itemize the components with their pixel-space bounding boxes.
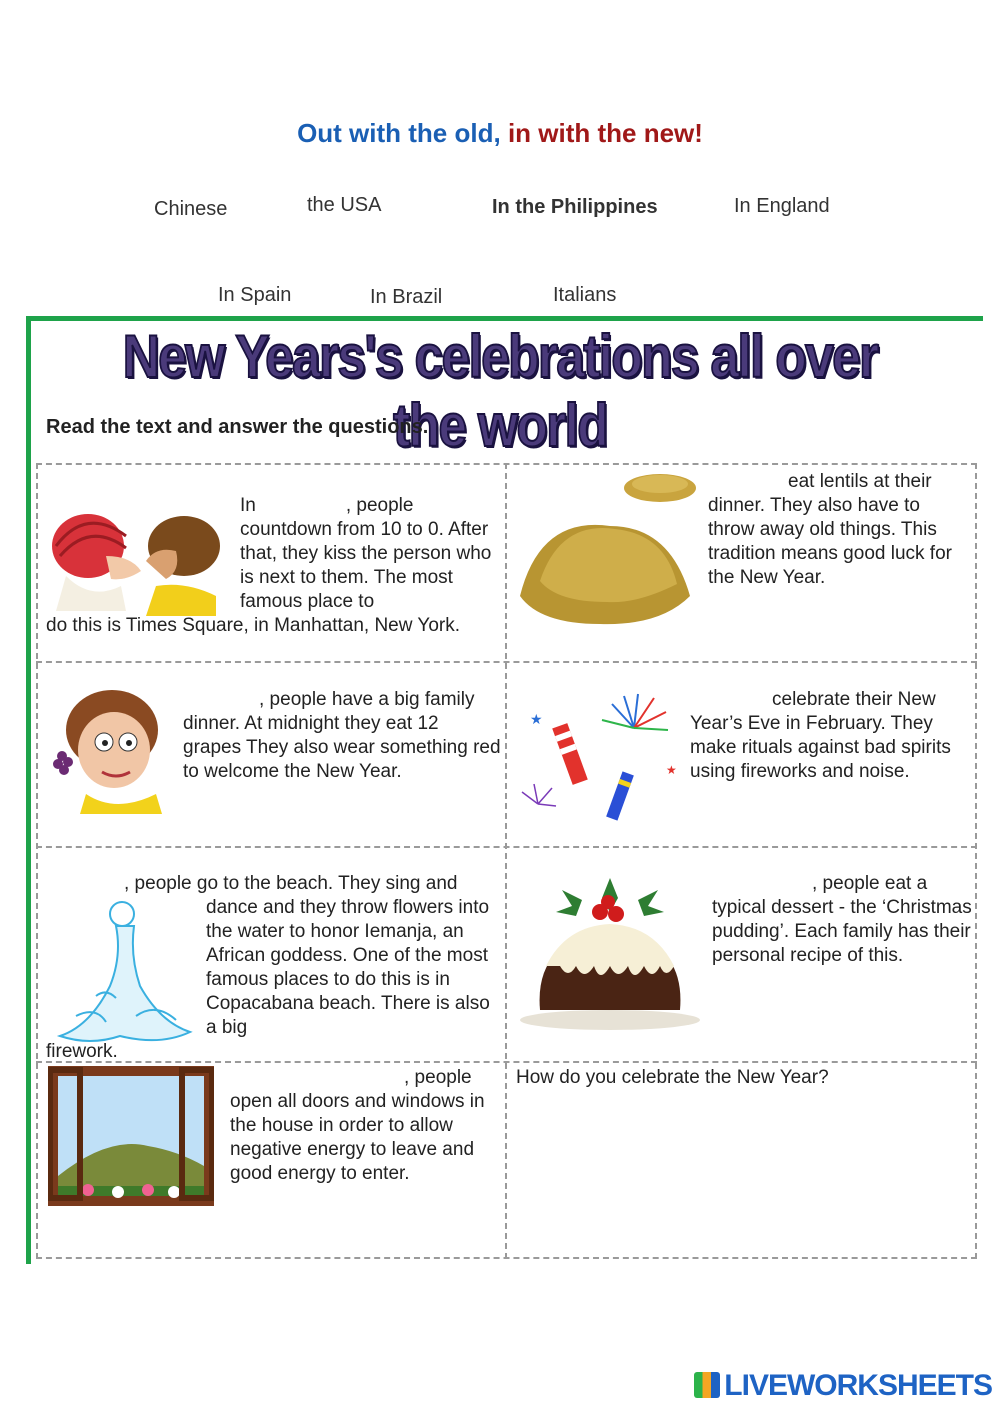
word-chinese[interactable]: Chinese xyxy=(154,198,228,220)
word-italians[interactable]: Italians xyxy=(553,284,617,306)
iemanja-goddess-image xyxy=(46,896,196,1046)
svg-text:★: ★ xyxy=(666,763,677,777)
christmas-pudding-image xyxy=(516,870,706,1034)
brazil-text-tail: firework. xyxy=(46,1041,118,1062)
open-window-image xyxy=(48,1066,214,1206)
frame-top-border xyxy=(26,316,983,321)
liveworksheets-logo xyxy=(694,1369,992,1403)
girl-eating-grapes-image xyxy=(46,684,176,814)
fireworks-image xyxy=(516,684,686,834)
england-first-line: , people eat a xyxy=(812,873,928,894)
logo-text: LIVEWORKSHEETS xyxy=(724,1369,992,1402)
grid-divider-row-2 xyxy=(36,846,977,848)
word-in-the-philippines[interactable]: In the Philippines xyxy=(492,196,658,218)
word-in-brazil[interactable]: In Brazil xyxy=(370,286,443,308)
frame-left-border xyxy=(26,316,31,1264)
brazil-text: dance and they throw flowers into the water to honor Iemanja, an African goddess. One of the most famous places to do this is in Copacabana beach. There is also a big xyxy=(206,897,490,1038)
usa-text-tail: do this is Times Square, in Manhattan, New York. xyxy=(46,615,460,636)
kissing-couple-image xyxy=(46,506,226,616)
china-text: celebrate their New Year’s Eve in February. They make rituals against bad spirits using fireworks and noise. xyxy=(690,689,951,782)
lws-badge-icon xyxy=(694,1372,720,1398)
usa-answer-gap[interactable] xyxy=(256,510,346,511)
philippines-text: open all doors and windows in the house in order to allow negative energy to leave and good energy to enter. xyxy=(230,1091,485,1184)
page-title xyxy=(0,118,1000,149)
grid-divider-row-1 xyxy=(36,661,977,663)
italy-text: eat lentils at their dinner. They also have to throw away old things. This tradition means good luck for the New Year. xyxy=(708,471,952,588)
question-text: How do you celebrate the New Year? xyxy=(516,1067,829,1088)
svg-text:★: ★ xyxy=(530,711,543,727)
title-part-1: Out with the old, xyxy=(297,118,501,148)
brazil-first-line: , people go to the beach. They sing and xyxy=(124,873,458,894)
spain-first-line: , people have a big family xyxy=(259,689,475,710)
word-in-england[interactable]: In England xyxy=(734,195,830,217)
lentils-image xyxy=(510,466,700,636)
usa-people-label: , people xyxy=(345,495,414,516)
answer-area[interactable] xyxy=(512,1096,972,1252)
instruction-text: Read the text and answer the questions. xyxy=(46,416,429,438)
usa-in-label: In xyxy=(240,495,256,516)
word-the-usa[interactable]: the USA xyxy=(307,194,382,216)
usa-first-line xyxy=(240,494,500,518)
grid-divider-vertical xyxy=(505,463,507,1259)
philippines-first-line: , people xyxy=(404,1067,472,1088)
usa-text: countdown from 10 to 0. After that, they kiss the person who is next to them. The most famous place to xyxy=(240,519,492,612)
england-text: typical dessert - the ‘Christmas pudding’. Each family has their personal recipe of this. xyxy=(712,897,972,966)
word-in-spain[interactable]: In Spain xyxy=(218,284,292,306)
worksheet-heading: New Years's celebrations all over the world xyxy=(122,323,878,459)
title-part-2: in with the new! xyxy=(507,118,703,148)
spain-text: dinner. At midnight they eat 12 grapes They also wear something red to welcome the New Year. xyxy=(183,713,501,782)
